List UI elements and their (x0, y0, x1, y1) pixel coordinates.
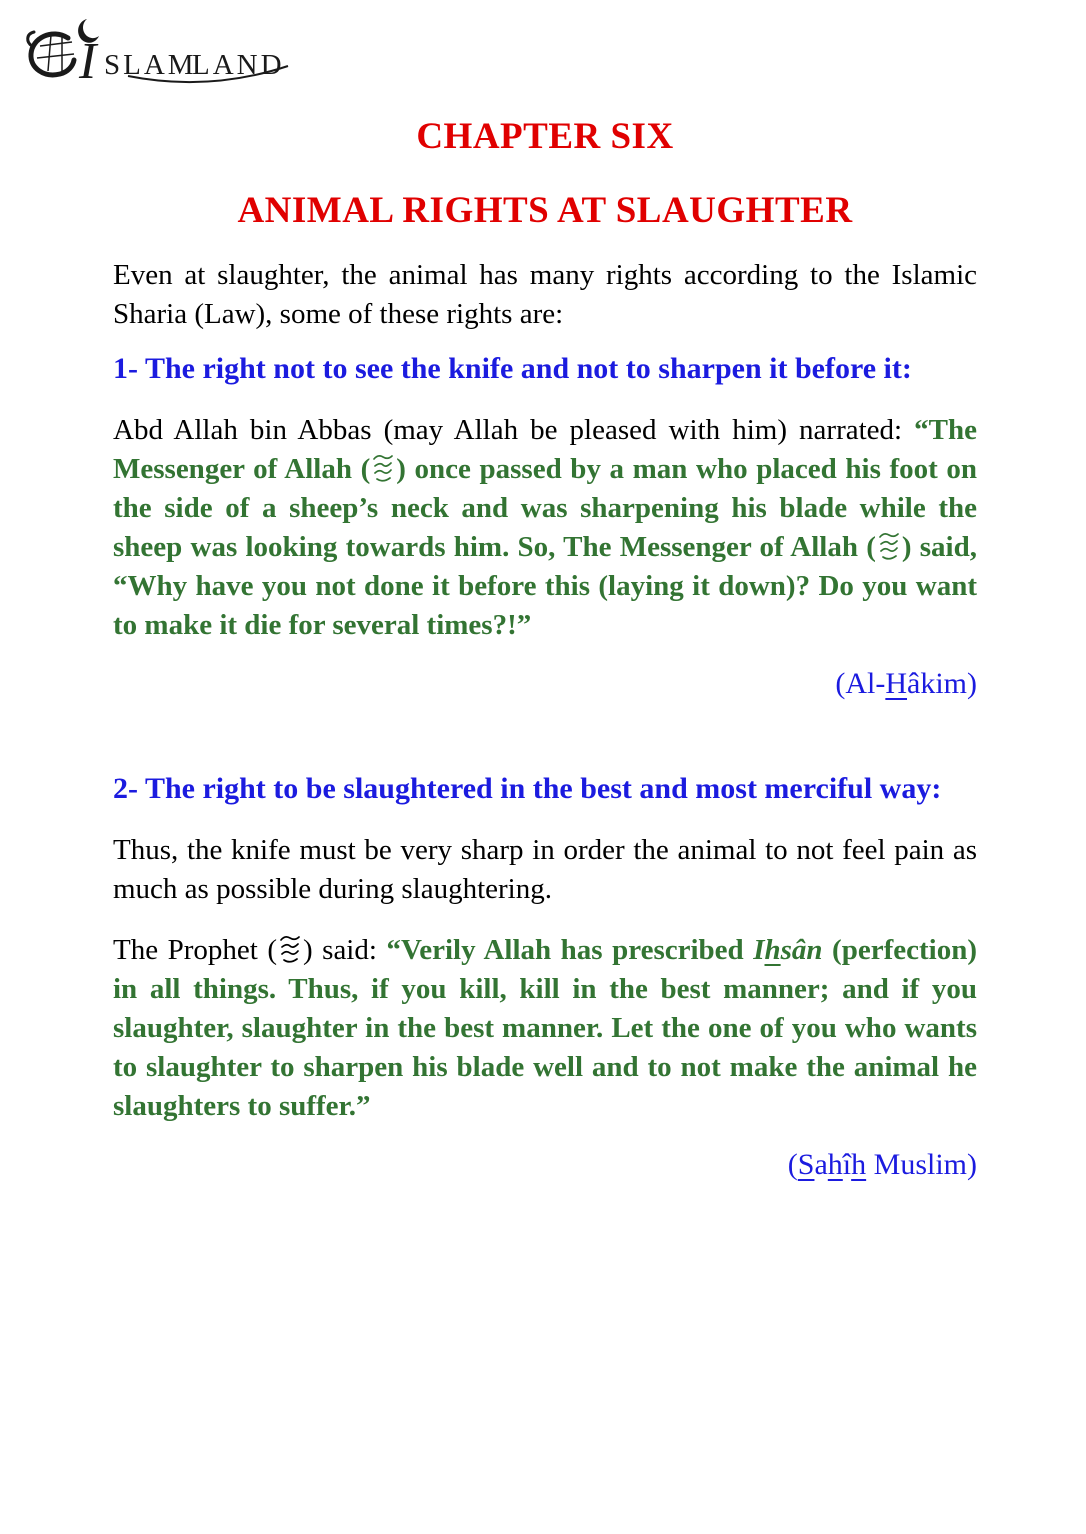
quote-text: ) said, “Why have you not done it before this (laying it down)? Do you want to make it die for several times?!” (113, 531, 977, 641)
attribution-text: î (842, 1148, 852, 1181)
islamland-logo-graphic (24, 16, 294, 88)
narration-text: Abd Allah bin Abbas (may Allah be pleased with him) narrated: (113, 414, 915, 446)
pbuh-calligraphy-icon (876, 530, 902, 562)
ihsan-underlined-letter: h (764, 934, 781, 966)
section2-hadith-paragraph (113, 931, 977, 1126)
attribution-text: âkim) (907, 667, 977, 700)
prophet-lead-text: The Prophet ( (113, 934, 277, 966)
attribution-underlined-letter: h (827, 1148, 843, 1181)
logo-word-land: LAND (192, 49, 285, 81)
section1-hadith-paragraph (113, 411, 977, 645)
logo-letter-i: I (79, 33, 97, 88)
quote-text: ) once passed by a man who placed his foot on the side of a sheep’s neck and was sharpening his blade while the sheep was looking towards him. So, The Messenger of Allah ( (113, 453, 978, 563)
quote-text: (perfection) in all things. Thus, if you kill, kill in the best manner; and if you slaughter, slaughter in the best manner. Let the one of you who wants to slaughter to sharpen his blade well and to not make the animal he slaughters to suffer.” (113, 934, 977, 1122)
intro-paragraph: Even at slaughter, the animal has many rights according to the Islamic Sharia (Law), some of these rights are: (113, 259, 977, 330)
attribution-underlined-letter: h (851, 1148, 867, 1181)
section1-heading: 1- The right not to see the knife and not to sharpen it before it: (113, 352, 912, 385)
pbuh-calligraphy-icon (370, 452, 396, 484)
islamland-logo (24, 16, 294, 88)
prophet-lead-text: ) said: (302, 934, 387, 966)
section2-body-paragraph: Thus, the knife must be very sharp in order the animal to not feel pain as much as possible during slaughtering. (113, 834, 977, 905)
attribution-text: ( (787, 1148, 798, 1181)
attribution-text: Muslim) (866, 1148, 977, 1181)
attribution-underlined-letter: S (797, 1148, 815, 1181)
quote-text: “The Messenger of Allah ( (113, 414, 977, 485)
pbuh-calligraphy-icon (277, 933, 303, 965)
quote-text: “Verily Allah has prescribed (386, 934, 754, 966)
attribution-text: (Al- (835, 667, 886, 700)
attribution-text: a (814, 1148, 828, 1181)
logo-word-slam: SLAM (104, 49, 197, 81)
globe-lattice-icon (28, 32, 74, 75)
page-content (113, 100, 977, 1185)
attribution-sahih-muslim (113, 1144, 977, 1185)
ihsan-text: sân (780, 934, 823, 966)
ihsan-term (753, 934, 822, 966)
ihsan-text: I (753, 934, 765, 966)
section2-heading: 2- The right to be slaughtered in the best and most merciful way: (113, 772, 942, 805)
chapter-title: ANIMAL RIGHTS AT SLAUGHTER (237, 190, 853, 231)
attribution-underlined-letter: H (885, 667, 908, 700)
attribution-al-hakim (113, 663, 977, 704)
hadith-quote-1 (113, 414, 977, 641)
chapter-kicker: CHAPTER SIX (416, 116, 674, 157)
